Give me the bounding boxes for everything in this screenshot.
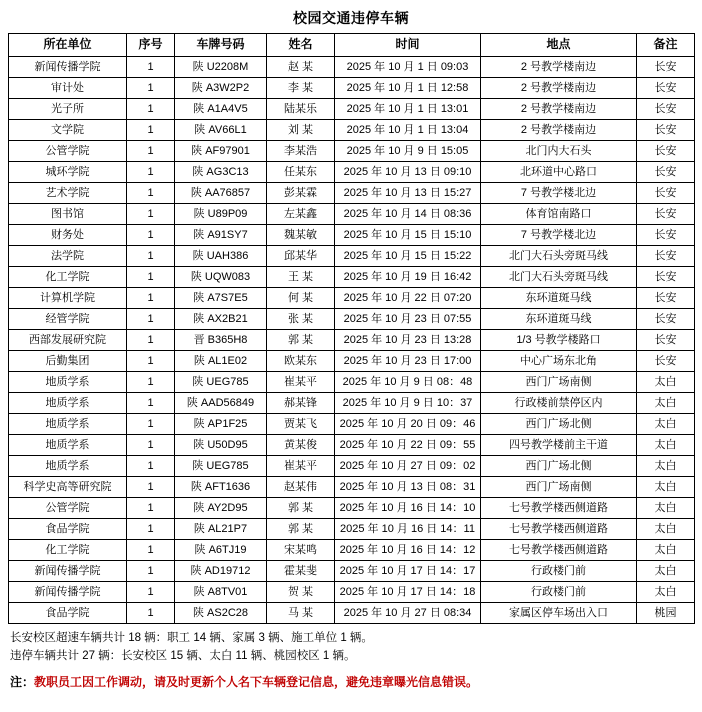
- cell-name: 邱某华: [267, 246, 335, 267]
- cell-unit: 城环学院: [9, 162, 127, 183]
- cell-remark: 长安: [637, 57, 695, 78]
- cell-plate: 陕 AX2B21: [175, 309, 267, 330]
- table-row: [9, 498, 695, 519]
- cell-name: 郭 某: [267, 330, 335, 351]
- column-header-place: 地点: [481, 34, 637, 57]
- cell-name: 何 某: [267, 288, 335, 309]
- cell-remark: 长安: [637, 120, 695, 141]
- cell-place: 体育馆南路口: [481, 204, 637, 225]
- cell-remark: 太白: [637, 435, 695, 456]
- cell-name: 陆某乐: [267, 99, 335, 120]
- cell-name: 赵 某: [267, 57, 335, 78]
- summary-line-parking: 违停车辆共计 27 辆：长安校区 15 辆、太白 11 辆、桃园校区 1 辆。: [10, 649, 356, 662]
- cell-name: 贺 某: [267, 582, 335, 603]
- cell-index: 1: [127, 477, 175, 498]
- cell-name: 王 某: [267, 267, 335, 288]
- table-row: [9, 372, 695, 393]
- cell-name: 左某鑫: [267, 204, 335, 225]
- cell-time: 2025 年 10 月 17 日 14：18: [335, 582, 481, 603]
- cell-time: 2025 年 10 月 16 日 14：10: [335, 498, 481, 519]
- table-row: [9, 120, 695, 141]
- cell-time: 2025 年 10 月 16 日 14：11: [335, 519, 481, 540]
- cell-unit: 化工学院: [9, 267, 127, 288]
- cell-unit: 新闻传播学院: [9, 582, 127, 603]
- cell-name: 马 某: [267, 603, 335, 624]
- notice-label: 注：: [10, 674, 35, 689]
- cell-name: 欧某东: [267, 351, 335, 372]
- cell-plate: 陕 A1A4V5: [175, 99, 267, 120]
- cell-index: 1: [127, 393, 175, 414]
- cell-time: 2025 年 10 月 27 日 09：02: [335, 456, 481, 477]
- cell-index: 1: [127, 204, 175, 225]
- cell-plate: 陕 A91SY7: [175, 225, 267, 246]
- cell-remark: 长安: [637, 330, 695, 351]
- cell-unit: 财务处: [9, 225, 127, 246]
- table-body: [9, 57, 695, 624]
- cell-place: 西门广场北侧: [481, 456, 637, 477]
- cell-time: 2025 年 10 月 22 日 07:20: [335, 288, 481, 309]
- cell-index: 1: [127, 225, 175, 246]
- cell-name: 刘 某: [267, 120, 335, 141]
- cell-plate: 陕 UQW083: [175, 267, 267, 288]
- cell-name: 魏某敏: [267, 225, 335, 246]
- cell-index: 1: [127, 519, 175, 540]
- cell-place: 东环道斑马线: [481, 309, 637, 330]
- cell-index: 1: [127, 540, 175, 561]
- table-row: [9, 204, 695, 225]
- column-header-plate: 车牌号码: [175, 34, 267, 57]
- cell-time: 2025 年 10 月 9 日 08：48: [335, 372, 481, 393]
- cell-plate: 陕 U2208M: [175, 57, 267, 78]
- cell-place: 行政楼门前: [481, 582, 637, 603]
- table-row: [9, 456, 695, 477]
- cell-unit: 新闻传播学院: [9, 561, 127, 582]
- cell-plate: 陕 AF97901: [175, 141, 267, 162]
- table-row: [9, 183, 695, 204]
- column-header-name: 姓名: [267, 34, 335, 57]
- cell-remark: 太白: [637, 414, 695, 435]
- cell-time: 2025 年 10 月 9 日 10：37: [335, 393, 481, 414]
- table-row: [9, 393, 695, 414]
- cell-name: 任某东: [267, 162, 335, 183]
- cell-place: 西门广场南侧: [481, 477, 637, 498]
- cell-remark: 太白: [637, 561, 695, 582]
- table-row: [9, 288, 695, 309]
- table-row: [9, 141, 695, 162]
- cell-place: 2 号教学楼南边: [481, 99, 637, 120]
- cell-index: 1: [127, 57, 175, 78]
- cell-unit: 新闻传播学院: [9, 57, 127, 78]
- cell-place: 西门广场北侧: [481, 414, 637, 435]
- cell-remark: 长安: [637, 267, 695, 288]
- cell-time: 2025 年 10 月 19 日 16:42: [335, 267, 481, 288]
- cell-name: 黄某俊: [267, 435, 335, 456]
- cell-remark: 长安: [637, 99, 695, 120]
- cell-index: 1: [127, 162, 175, 183]
- cell-unit: 科学史高等研究院: [9, 477, 127, 498]
- cell-place: 家属区停车场出入口: [481, 603, 637, 624]
- cell-index: 1: [127, 120, 175, 141]
- cell-place: 北环道中心路口: [481, 162, 637, 183]
- table-row: [9, 435, 695, 456]
- cell-unit: 后勤集团: [9, 351, 127, 372]
- cell-plate: 陕 A7S7E5: [175, 288, 267, 309]
- cell-index: 1: [127, 603, 175, 624]
- cell-unit: 公管学院: [9, 141, 127, 162]
- cell-unit: 法学院: [9, 246, 127, 267]
- table-row: [9, 519, 695, 540]
- cell-plate: 陕 AAD56849: [175, 393, 267, 414]
- cell-unit: 公管学院: [9, 498, 127, 519]
- cell-index: 1: [127, 267, 175, 288]
- cell-time: 2025 年 10 月 1 日 13:01: [335, 99, 481, 120]
- cell-place: 西门广场南侧: [481, 372, 637, 393]
- cell-remark: 长安: [637, 309, 695, 330]
- cell-unit: 地质学系: [9, 372, 127, 393]
- cell-time: 2025 年 10 月 27 日 08:34: [335, 603, 481, 624]
- cell-place: 中心广场东北角: [481, 351, 637, 372]
- table-row: [9, 540, 695, 561]
- cell-time: 2025 年 10 月 23 日 17:00: [335, 351, 481, 372]
- cell-plate: 陕 A8TV01: [175, 582, 267, 603]
- cell-index: 1: [127, 456, 175, 477]
- cell-unit: 西部发展研究院: [9, 330, 127, 351]
- cell-index: 1: [127, 435, 175, 456]
- cell-remark: 长安: [637, 162, 695, 183]
- cell-time: 2025 年 10 月 16 日 14：12: [335, 540, 481, 561]
- cell-name: 郭 某: [267, 498, 335, 519]
- cell-name: 崔某平: [267, 372, 335, 393]
- cell-unit: 化工学院: [9, 540, 127, 561]
- cell-place: 7 号教学楼北边: [481, 183, 637, 204]
- cell-time: 2025 年 10 月 22 日 09：55: [335, 435, 481, 456]
- cell-unit: 文学院: [9, 120, 127, 141]
- cell-index: 1: [127, 561, 175, 582]
- cell-place: 北门内大石头: [481, 141, 637, 162]
- cell-plate: 陕 UEG785: [175, 372, 267, 393]
- cell-unit: 审计处: [9, 78, 127, 99]
- notice-block: [8, 673, 694, 690]
- cell-index: 1: [127, 246, 175, 267]
- table-row: [9, 603, 695, 624]
- cell-time: 2025 年 10 月 20 日 09：46: [335, 414, 481, 435]
- cell-time: 2025 年 10 月 13 日 15:27: [335, 183, 481, 204]
- cell-unit: 艺术学院: [9, 183, 127, 204]
- cell-plate: 陕 AY2D95: [175, 498, 267, 519]
- table-row: [9, 246, 695, 267]
- cell-remark: 太白: [637, 477, 695, 498]
- cell-index: 1: [127, 183, 175, 204]
- cell-remark: 长安: [637, 288, 695, 309]
- cell-unit: 食品学院: [9, 603, 127, 624]
- cell-index: 1: [127, 99, 175, 120]
- cell-name: 赵某伟: [267, 477, 335, 498]
- cell-place: 七号教学楼西侧道路: [481, 540, 637, 561]
- cell-remark: 长安: [637, 141, 695, 162]
- cell-time: 2025 年 10 月 23 日 13:28: [335, 330, 481, 351]
- cell-unit: 地质学系: [9, 435, 127, 456]
- cell-index: 1: [127, 372, 175, 393]
- summary-block: [8, 630, 694, 666]
- table-row: [9, 225, 695, 246]
- table-row: [9, 57, 695, 78]
- cell-name: 郝某锋: [267, 393, 335, 414]
- table-row: [9, 162, 695, 183]
- table-row: [9, 561, 695, 582]
- cell-plate: 陕 AS2C28: [175, 603, 267, 624]
- cell-plate: 陕 AL1E02: [175, 351, 267, 372]
- cell-plate: 陕 AL21P7: [175, 519, 267, 540]
- table-row: [9, 582, 695, 603]
- cell-time: 2025 年 10 月 15 日 15:10: [335, 225, 481, 246]
- table-row: [9, 267, 695, 288]
- cell-time: 2025 年 10 月 15 日 15:22: [335, 246, 481, 267]
- cell-time: 2025 年 10 月 1 日 09:03: [335, 57, 481, 78]
- cell-time: 2025 年 10 月 9 日 15:05: [335, 141, 481, 162]
- cell-unit: 地质学系: [9, 456, 127, 477]
- cell-index: 1: [127, 78, 175, 99]
- cell-time: 2025 年 10 月 14 日 08:36: [335, 204, 481, 225]
- cell-plate: 陕 AFT1636: [175, 477, 267, 498]
- cell-plate: 陕 AV66L1: [175, 120, 267, 141]
- cell-remark: 长安: [637, 78, 695, 99]
- summary-line-speeding: 长安校区超速车辆共计 18 辆：职工 14 辆、家属 3 辆、施工单位 1 辆。: [10, 632, 373, 644]
- cell-place: 北门大石头旁斑马线: [481, 246, 637, 267]
- cell-remark: 太白: [637, 582, 695, 603]
- cell-remark: 长安: [637, 204, 695, 225]
- cell-name: 李 某: [267, 78, 335, 99]
- cell-place: 行政楼门前: [481, 561, 637, 582]
- cell-plate: 陕 UAH386: [175, 246, 267, 267]
- cell-plate: 陕 UEG785: [175, 456, 267, 477]
- cell-plate: 陕 A6TJ19: [175, 540, 267, 561]
- cell-time: 2025 年 10 月 13 日 09:10: [335, 162, 481, 183]
- cell-name: 张 某: [267, 309, 335, 330]
- column-header-index: 序号: [127, 34, 175, 57]
- cell-remark: 太白: [637, 498, 695, 519]
- notice-text: 教职员工因工作调动，请及时更新个人名下车辆登记信息，避免违章曝光信息错误。: [34, 674, 479, 689]
- cell-plate: 陕 U89P09: [175, 204, 267, 225]
- cell-remark: 太白: [637, 456, 695, 477]
- cell-place: 1/3 号教学楼路口: [481, 330, 637, 351]
- cell-index: 1: [127, 141, 175, 162]
- cell-name: 崔某平: [267, 456, 335, 477]
- cell-remark: 桃园: [637, 603, 695, 624]
- table-row: [9, 99, 695, 120]
- cell-plate: 陕 U50D95: [175, 435, 267, 456]
- cell-index: 1: [127, 309, 175, 330]
- table-row: [9, 414, 695, 435]
- cell-remark: 长安: [637, 351, 695, 372]
- cell-time: 2025 年 10 月 23 日 07:55: [335, 309, 481, 330]
- cell-index: 1: [127, 330, 175, 351]
- cell-name: 宋某鸣: [267, 540, 335, 561]
- cell-remark: 长安: [637, 183, 695, 204]
- cell-plate: 陕 AG3C13: [175, 162, 267, 183]
- cell-place: 东环道斑马线: [481, 288, 637, 309]
- cell-remark: 长安: [637, 246, 695, 267]
- table-row: [9, 330, 695, 351]
- cell-index: 1: [127, 351, 175, 372]
- cell-place: 2 号教学楼南边: [481, 120, 637, 141]
- cell-plate: 陕 AA76857: [175, 183, 267, 204]
- table-header-row: [9, 34, 695, 57]
- cell-name: 彭某霖: [267, 183, 335, 204]
- cell-index: 1: [127, 414, 175, 435]
- cell-plate: 晋 B365H8: [175, 330, 267, 351]
- table-row: [9, 351, 695, 372]
- cell-place: 行政楼前禁停区内: [481, 393, 637, 414]
- cell-place: 四号教学楼前主干道: [481, 435, 637, 456]
- cell-index: 1: [127, 498, 175, 519]
- cell-place: 北门大石头旁斑马线: [481, 267, 637, 288]
- cell-plate: 陕 AP1F25: [175, 414, 267, 435]
- table-row: [9, 78, 695, 99]
- cell-place: 7 号教学楼北边: [481, 225, 637, 246]
- cell-place: 2 号教学楼南边: [481, 78, 637, 99]
- cell-index: 1: [127, 582, 175, 603]
- cell-time: 2025 年 10 月 1 日 12:58: [335, 78, 481, 99]
- cell-name: 李某浩: [267, 141, 335, 162]
- cell-remark: 长安: [637, 225, 695, 246]
- cell-remark: 太白: [637, 519, 695, 540]
- cell-unit: 计算机学院: [9, 288, 127, 309]
- cell-name: 霍某斐: [267, 561, 335, 582]
- cell-plate: 陕 AD19712: [175, 561, 267, 582]
- cell-unit: 地质学系: [9, 414, 127, 435]
- column-header-remark: 备注: [637, 34, 695, 57]
- cell-time: 2025 年 10 月 17 日 14：17: [335, 561, 481, 582]
- column-header-time: 时间: [335, 34, 481, 57]
- cell-name: 郭 某: [267, 519, 335, 540]
- cell-unit: 经管学院: [9, 309, 127, 330]
- cell-time: 2025 年 10 月 1 日 13:04: [335, 120, 481, 141]
- cell-name: 贾某飞: [267, 414, 335, 435]
- cell-remark: 太白: [637, 540, 695, 561]
- cell-place: 2 号教学楼南边: [481, 57, 637, 78]
- cell-unit: 食品学院: [9, 519, 127, 540]
- violations-table: [8, 33, 695, 624]
- cell-place: 七号教学楼西侧道路: [481, 498, 637, 519]
- table-row: [9, 477, 695, 498]
- cell-remark: 太白: [637, 372, 695, 393]
- column-header-unit: 所在单位: [9, 34, 127, 57]
- cell-unit: 地质学系: [9, 393, 127, 414]
- table-row: [9, 309, 695, 330]
- cell-time: 2025 年 10 月 13 日 08：31: [335, 477, 481, 498]
- cell-unit: 图书馆: [9, 204, 127, 225]
- cell-remark: 太白: [637, 393, 695, 414]
- cell-index: 1: [127, 288, 175, 309]
- cell-place: 七号教学楼西侧道路: [481, 519, 637, 540]
- cell-unit: 光子所: [9, 99, 127, 120]
- cell-plate: 陕 A3W2P2: [175, 78, 267, 99]
- page-title: 校园交通违停车辆: [293, 10, 409, 26]
